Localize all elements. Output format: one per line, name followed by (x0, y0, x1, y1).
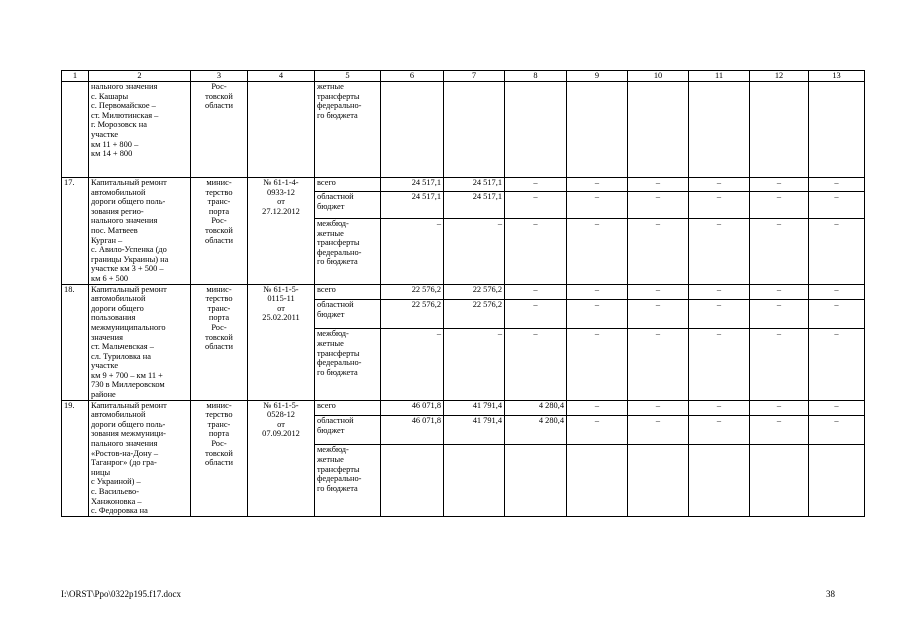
value-cell (809, 445, 865, 516)
value-cell: – (689, 178, 750, 192)
value-cell (444, 445, 505, 516)
value-cell (689, 82, 750, 178)
value-cell: – (750, 192, 809, 219)
table-row (62, 82, 865, 178)
value-cell: – (809, 400, 865, 415)
value-cell: 24 517,1 (381, 178, 444, 192)
value-cell (381, 82, 444, 178)
column-number: 1 (62, 71, 89, 82)
value-cell: – (809, 299, 865, 328)
investment-table (61, 70, 865, 517)
value-cell (750, 445, 809, 516)
value-cell: – (689, 416, 750, 445)
value-cell: 4 280,4 (505, 400, 567, 415)
column-number: 10 (628, 71, 689, 82)
value-cell: – (750, 284, 809, 299)
value-cell: 22 576,2 (444, 284, 505, 299)
value-cell: – (567, 219, 628, 284)
value-cell: – (505, 192, 567, 219)
value-cell (505, 445, 567, 516)
document-cell (248, 82, 315, 178)
value-cell (628, 82, 689, 178)
object-name-cell: Капитальный ремонт автомобильной дороги общего поль- зования межмуници- пального значения «Ростов-на-Дону – Таганрог» (до гра- ницы с Украиной) – с. Васильево- Ханжоновка – с. Федоровка на (89, 400, 191, 516)
value-cell (689, 445, 750, 516)
value-cell: – (444, 219, 505, 284)
column-number: 3 (191, 71, 248, 82)
column-number: 9 (567, 71, 628, 82)
value-cell: – (567, 416, 628, 445)
value-cell: – (505, 284, 567, 299)
table-row (62, 178, 865, 192)
value-cell: – (505, 178, 567, 192)
funding-source-cell: жетные трансферты федерально- го бюджета (315, 82, 381, 178)
value-cell: – (628, 329, 689, 400)
value-cell: – (567, 329, 628, 400)
object-name-cell: нального значения с. Кашары с. Первомайское – ст. Милютинская – г. Морозовск на участке км 11 + 800 – км 14 + 800 (89, 82, 191, 178)
funding-source-cell: областной бюджет (315, 192, 381, 219)
funding-source-cell: всего (315, 400, 381, 415)
row-number-cell: 18. (62, 284, 89, 400)
value-cell: – (750, 178, 809, 192)
column-number: 2 (89, 71, 191, 82)
value-cell: – (809, 192, 865, 219)
value-cell: – (567, 178, 628, 192)
value-cell: – (750, 299, 809, 328)
value-cell: – (689, 219, 750, 284)
value-cell: – (628, 192, 689, 219)
column-number: 5 (315, 71, 381, 82)
value-cell: – (381, 329, 444, 400)
value-cell: – (750, 219, 809, 284)
column-number: 4 (248, 71, 315, 82)
row-number-cell: 19. (62, 400, 89, 516)
value-cell: – (809, 219, 865, 284)
value-cell: – (809, 178, 865, 192)
column-number: 8 (505, 71, 567, 82)
value-cell (444, 82, 505, 178)
value-cell: – (628, 219, 689, 284)
value-cell (750, 82, 809, 178)
value-cell: – (689, 192, 750, 219)
table-row (62, 284, 865, 299)
value-cell: – (809, 284, 865, 299)
footer-file-path: I:\ORST\Ppo\0322p195.f17.docx (61, 589, 182, 599)
value-cell: – (628, 284, 689, 299)
value-cell: – (689, 284, 750, 299)
column-number-row (62, 71, 865, 82)
value-cell: – (505, 219, 567, 284)
value-cell: 41 791,4 (444, 400, 505, 415)
funding-source-cell: всего (315, 284, 381, 299)
document-cell: № 61-1-4- 0933-12 от 27.12.2012 (248, 178, 315, 285)
value-cell: 22 576,2 (381, 299, 444, 328)
value-cell: – (689, 329, 750, 400)
value-cell: – (689, 400, 750, 415)
value-cell: – (567, 299, 628, 328)
column-number: 11 (689, 71, 750, 82)
page-number: 38 (826, 589, 835, 599)
value-cell: – (628, 400, 689, 415)
value-cell: – (750, 416, 809, 445)
value-cell: – (628, 178, 689, 192)
value-cell: – (628, 299, 689, 328)
executor-cell: Рос- товской области (191, 82, 248, 178)
value-cell: 24 517,1 (444, 178, 505, 192)
value-cell: – (809, 416, 865, 445)
value-cell: – (505, 299, 567, 328)
column-number: 12 (750, 71, 809, 82)
value-cell (381, 445, 444, 516)
table-row (62, 400, 865, 415)
funding-source-cell: межбюд- жетные трансферты федерально- го бюджета (315, 445, 381, 516)
column-number: 6 (381, 71, 444, 82)
value-cell: – (567, 192, 628, 219)
row-number-cell: 17. (62, 178, 89, 285)
value-cell (809, 82, 865, 178)
value-cell: – (689, 299, 750, 328)
object-name-cell: Капитальный ремонт автомобильной дороги общего поль- зования регио- нального значения пос. Матвеев Курган – с. Авило-Успенка (до границы Украины) на участке км 3 + 500 – км 6 + 500 (89, 178, 191, 285)
value-cell (567, 445, 628, 516)
executor-cell: минис- терство транс- порта Рос- товской области (191, 400, 248, 516)
value-cell (567, 82, 628, 178)
row-number-cell (62, 82, 89, 178)
document-cell: № 61-1-5- 0115-11 от 25.02.2011 (248, 284, 315, 400)
value-cell: 24 517,1 (444, 192, 505, 219)
value-cell: 24 517,1 (381, 192, 444, 219)
funding-source-cell: межбюд- жетные трансферты федерально- го бюджета (315, 329, 381, 400)
value-cell: – (628, 416, 689, 445)
value-cell: – (750, 400, 809, 415)
value-cell: 41 791,4 (444, 416, 505, 445)
value-cell: – (809, 329, 865, 400)
column-number: 13 (809, 71, 865, 82)
value-cell: 22 576,2 (444, 299, 505, 328)
value-cell: – (505, 329, 567, 400)
value-cell (505, 82, 567, 178)
value-cell: 46 071,8 (381, 400, 444, 415)
value-cell: – (444, 329, 505, 400)
value-cell: – (567, 400, 628, 415)
object-name-cell: Капитальный ремонт автомобильной дороги общего пользования межмуниципального значения ст. Мальчевская – сл. Туриловка на участке км 9 + 700 – км 11 + 730 в Миллеровском районе (89, 284, 191, 400)
value-cell: – (567, 284, 628, 299)
funding-source-cell: межбюд- жетные трансферты федерально- го бюджета (315, 219, 381, 284)
value-cell: – (750, 329, 809, 400)
funding-source-cell: всего (315, 178, 381, 192)
funding-source-cell: областной бюджет (315, 416, 381, 445)
value-cell (628, 445, 689, 516)
value-cell: 46 071,8 (381, 416, 444, 445)
value-cell: 22 576,2 (381, 284, 444, 299)
column-number: 7 (444, 71, 505, 82)
document-cell: № 61-1-5- 0528-12 от 07.09.2012 (248, 400, 315, 516)
value-cell: – (381, 219, 444, 284)
executor-cell: минис- терство транс- порта Рос- товской области (191, 178, 248, 285)
executor-cell: минис- терство транс- порта Рос- товской области (191, 284, 248, 400)
value-cell: 4 280,4 (505, 416, 567, 445)
funding-source-cell: областной бюджет (315, 299, 381, 328)
